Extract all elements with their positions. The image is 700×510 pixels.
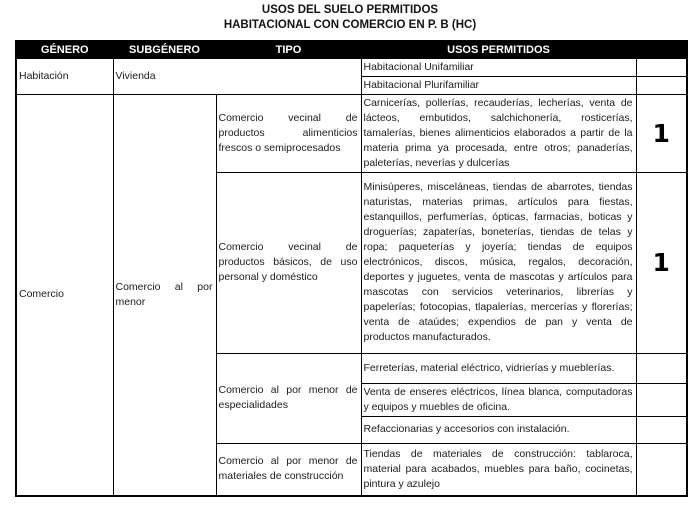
nivel-enseres (636, 383, 687, 416)
nivel-basicos: 1 (636, 172, 687, 353)
genero-comercio-cell: Comercio (16, 94, 113, 496)
subgenero-vivienda-cell: Vivienda (113, 58, 361, 94)
uso-refaccionarias: Refaccionarias y accesorios con instalación. (361, 416, 636, 443)
table-row-habitacional-unifamiliar (16, 58, 687, 76)
genero-habitacion-cell: Habitación (16, 58, 113, 94)
col-header-genero: GÉNERO (16, 41, 113, 58)
col-header-empty (636, 41, 687, 58)
col-header-subgenero: SUBGÉNERO (113, 41, 216, 58)
uso-habitacional-unifamiliar: Habitacional Unifamiliar (361, 58, 636, 76)
uso-habitacional-plurifamiliar: Habitacional Plurifamiliar (361, 76, 636, 94)
tipo-comercio-vecinal-alimenticios: Comercio vecinal de productos alimenticios frescos o semiprocesados (216, 94, 361, 172)
uso-materiales-construccion: Tiendas de materiales de construcción: tablaroca, material para acabados, muebles para baño, cocinetas, pintura y azulejo (361, 443, 636, 496)
tipo-comercio-especialidades: Comercio al por menor de especialidades (216, 353, 361, 443)
nivel-habitacional-unifamiliar (636, 58, 687, 76)
usos-del-suelo-table (15, 40, 688, 497)
uso-ferreterias: Ferreterías, material eléctrico, vidrierías y mueblerías. (361, 353, 636, 383)
nivel-materiales-construccion (636, 443, 687, 496)
col-header-usos-permitidos: USOS PERMITIDOS (361, 41, 636, 58)
page-subtitle: HABITACIONAL CON COMERCIO EN P. B (HC) (223, 19, 477, 31)
uso-basicos: Minisúperes, misceláneas, tiendas de abarrotes, tiendas naturistas, materias primas, artículos para fiestas, estanquillos, perfumerías, ópticas, farmacias, boticas y droguerías; zapaterías, boneterías, tiendas de telas y ropa; paqueterías y joyería; tiendas de equipos electrónicos, discos, música, regalos, decoración, deportes y juguetes, venta de mascotas y artículos para mascotas con servicios veterinarios, librerías y papelerías; fotocopias, tlapalerías, mercerías y florerías; venta de ataúdes; expendios de pan y venta de productos manufacturados. (361, 172, 636, 353)
uso-enseres: Venta de enseres eléctricos, línea blanca, computadoras y equipos y muebles de oficina. (361, 383, 636, 416)
col-header-tipo: TIPO (216, 41, 361, 58)
nivel-ferreterias (636, 353, 687, 383)
tipo-comercio-vecinal-basicos: Comercio vecinal de productos básicos, de uso personal y doméstico (216, 172, 361, 353)
table-header-row (16, 41, 687, 58)
nivel-alimenticios: 1 (636, 94, 687, 172)
nivel-refaccionarias (636, 416, 687, 443)
nivel-habitacional-plurifamiliar (636, 76, 687, 94)
uso-alimenticios: Carnicerías, pollerías, recauderías, lecherías, venta de lácteos, embutidos, salchichonería, rosticerías, tamalerías, bienes alimenticios elaborados a partir de la materia prima ya procesada, entre otros; panaderías, paleterías, neverías y dulcerías (361, 94, 636, 172)
tipo-comercio-materiales-construccion: Comercio al por menor de materiales de construcción (216, 443, 361, 496)
table-row-comercio-alimenticios (16, 94, 687, 172)
subgenero-comercio-al-por-menor-cell: Comercio al por menor (113, 94, 216, 496)
page-title: USOS DEL SUELO PERMITIDOS (261, 4, 439, 16)
